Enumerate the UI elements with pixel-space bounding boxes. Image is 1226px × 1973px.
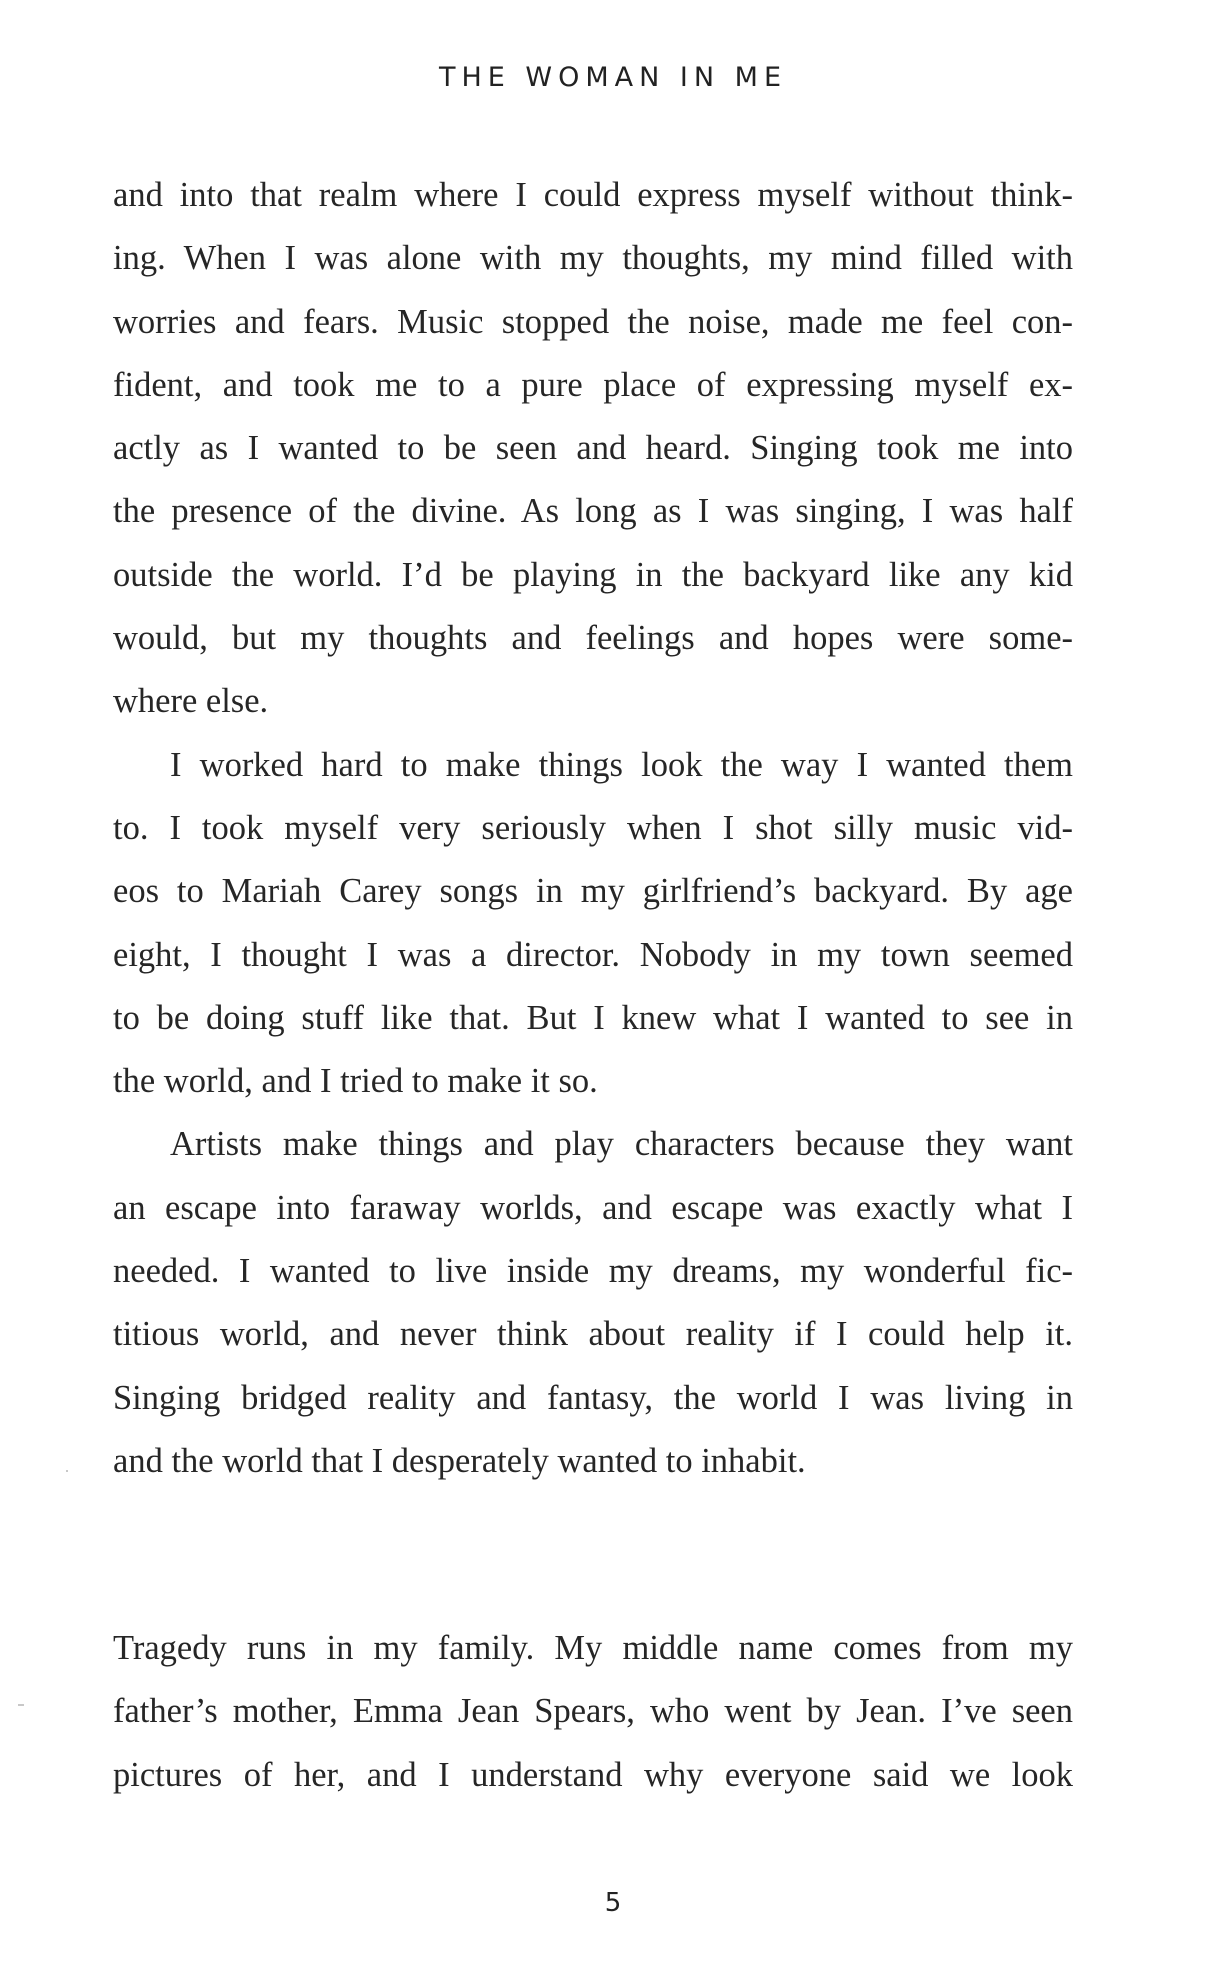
section-first-line: Tragedy runs in my family. My middle name comes from my xyxy=(113,1629,1073,1667)
text-line: needed. I wanted to live inside my dreams, my wonderful fic- xyxy=(113,1252,1073,1291)
text-line: and into that realm where I could express myself without think- xyxy=(113,176,1073,214)
text-line: outside the world. I’d be playing in the backyard like any kid xyxy=(113,555,1073,594)
text-line: worries and fears. Music stopped the noise, made me feel con- xyxy=(113,302,1073,341)
text-line: the world, and I tried to make it so. xyxy=(113,1062,598,1101)
text-line: pictures of her, and I understand why everyone said we look xyxy=(113,1755,1073,1794)
text-line: titious world, and never think about reality if I could help it. xyxy=(113,1315,1073,1354)
body-text-section-2 xyxy=(113,1617,1073,1807)
text-line: Singing bridged reality and fantasy, the world I was living in xyxy=(113,1378,1073,1417)
margin-speck xyxy=(66,1470,68,1472)
text-line: where else. xyxy=(113,682,269,721)
text-line: actly as I wanted to be seen and heard. Singing took me into xyxy=(113,429,1073,468)
body-text-section-1 xyxy=(113,164,1073,1493)
paragraph-first-line: I worked hard to make things look the way I wanted them xyxy=(170,745,1073,784)
text-line: eos to Mariah Carey songs in my girlfriend’s backyard. By age xyxy=(113,872,1073,911)
text-line: eight, I thought I was a director. Nobody in my town seemed xyxy=(113,935,1073,974)
text-line: fident, and took me to a pure place of expressing myself ex- xyxy=(113,365,1073,404)
text-line: to be doing stuff like that. But I knew what I wanted to see in xyxy=(113,998,1073,1037)
text-line: father’s mother, Emma Jean Spears, who went by Jean. I’ve seen xyxy=(113,1692,1073,1731)
text-line: and the world that I desperately wanted to inhabit. xyxy=(113,1441,806,1480)
page-number: 5 xyxy=(604,1888,622,1918)
running-header: THE WOMAN IN ME xyxy=(438,62,788,93)
text-line: would, but my thoughts and feelings and hopes were some- xyxy=(113,619,1073,658)
text-line: ing. When I was alone with my thoughts, my mind filled with xyxy=(113,239,1073,278)
text-line: to. I took myself very seriously when I shot silly music vid- xyxy=(113,808,1073,847)
margin-speck xyxy=(18,1704,24,1706)
text-line: an escape into faraway worlds, and escape was exactly what I xyxy=(113,1188,1073,1227)
text-line: the presence of the divine. As long as I was singing, I was half xyxy=(113,492,1073,531)
paragraph-first-line: Artists make things and play characters because they want xyxy=(170,1125,1073,1164)
